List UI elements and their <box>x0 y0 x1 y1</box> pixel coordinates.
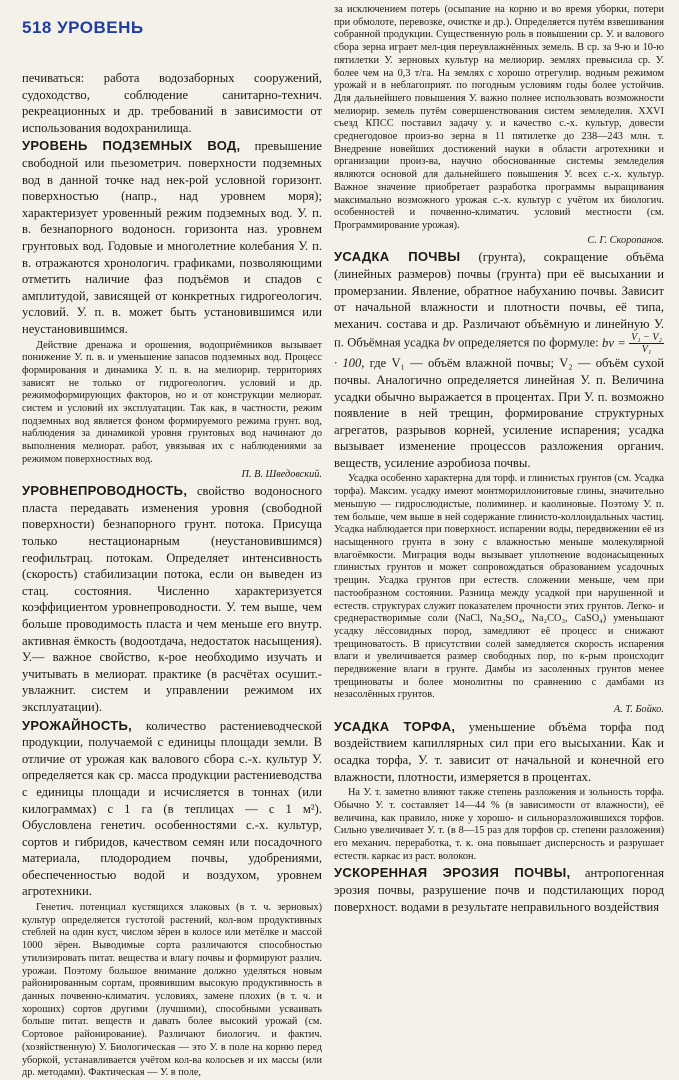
entry-text: превышение свободной или пьезометрич. поверхности подземных вод в данной точке над нек-рой условной горизонт. поверхностью (напр., над уровнем моря); характеризует уровенный режим подземных вод. У. п. в. безнапорного водоносн. горизонта наз. уровнем грунтовых вод. Годовые и многолетние колебания У. п. в. отражаются хронологич. графиками, позволяющими отметить наличие фаз подъёмов и спадов с амплитудой, зависящей от конкретных гидрогеологич. условий. У. п. в. может быть установившимся или неустановившимся. <box>22 139 323 336</box>
entry-note: Усадка особенно характерна для торф. и глинистых грунтов (см. Усадка торфа). Максим. усадку имеют монтмориллонитовые глины, значительно меньшую — гидрослюдистые, полиминер. и каолиновые. Поэтому У. п. тем больше, чем выше в ней содержание глинисто-коллоидальных частиц. Усадка наблюдается при поверхност. испарении воды, передвижении её из насыщенного грунта в зону с влажностью меньше молекулярной влагоёмкости. Миграция воды вызывает уплотнение водонасыщенных глинистых грунтов и может сопровождаться образованием усадочных трещин. Усадка грунтов при естеств. сложении меньше, чем при пастообразном состоянии. Разница между усадкой при нарушенной и естеств. структурах служит показателем прочности этих грунтов. Легко- и среднерастворимые соли (NaCl, Na₂SO₄, Na₂CO₃, CaSO₄) уменьшают усадку лёссовидных пород, замедляют её процесс и снижают трещиноватость. В присутствии солей замедляется скорость испарения влаги и увеличивается размер свободных пор, по к-рым происходит передвижение влаги в грунте. Дамбы из засоленных грунтов менее трещиноваты и более монолитны по сравнению с дамбами из незасолённых грунтов. <box>334 473 664 701</box>
page-header <box>22 18 144 38</box>
entry-accelerated-erosion <box>334 865 664 915</box>
formula-rhs: · 100, <box>334 356 365 371</box>
entry-text: определяется по формуле: <box>457 335 599 350</box>
entry-note: Генетич. потенциал кустящихся злаковых (в т. ч. зерновых) культур определяется густотой растений, кол-вом продуктивных стеблей на один куст, числом зёрен в колосе или метёлке и массой 1000 зёрен. Выводимые сорта различаются способностью утилизировать питат. вещества и влагу почвы и формируют различ. урожаи. Поэтому большое внимание должно уделяться новым районированным сортам, проявившим высокую продуктивность в данных почвенно-климатич. условиях, замене плохих (в т. ч. и хороших) сортов другими (лучшими), способными усваивать больше питат. веществ и давать более высокий урожай (см. Сортовое районирование). Различают биологич. и фактич. (хозяйственную) У. Биологическая — это У. в поле на корню перед уборкой, устанавливается учётом кол-ва колосьев и их массы (или др. методами). Фактическая — У. в поле, <box>22 902 322 1079</box>
author-signature: С. Г. Скоропанов. <box>587 234 664 246</box>
formula-fraction <box>629 332 664 355</box>
entry-text: V₁ — объём влажной почвы; V₂ — объём сухой почвы. Аналогично определяется линейная У. п. Величина усадки обычно выражается в процентах. При У. п. возможно появление в ней трещин, формирование структурных агрегатов, разрывов корней, усиление испарения; усадка вызывает изменение процессов разложения органич. веществ, усиление аэробиоза почвы. <box>334 356 664 470</box>
entry-term: УСКОРЕННАЯ ЭРОЗИЯ ПОЧВЫ, <box>334 865 571 881</box>
right-column <box>334 4 664 994</box>
entry-term: УРОЖАЙНОСТЬ, <box>22 717 133 733</box>
entry-yield <box>22 718 322 901</box>
entry-text: свойство водоносного пласта передавать изменения уровня (свободной поверхности) безнапорного грунт. потока. Присуща только нестационарным (неустановившимся) геофильтрац. потокам. Определяет интенсивность (скорость) стабилизации потока, если он выведен из стац. состояния. Численно характеризуется коэффициентом уровнепроводности. У. тем выше, чем больше проводимость пласта и чем меньше его внутр. активная ёмкость (водоотдача, недостаток насыщения). У.— важное свойство, к-рое необходимо изучать и учитывать в мелиорат. практике (в расчётах осушит.-увлажнит. систем и управлении режимом их эксплуатации). <box>22 484 322 714</box>
formula-lhs: bv = <box>602 335 626 350</box>
running-head: УРОВЕНЬ <box>57 18 144 37</box>
page-number: 518 <box>22 18 52 37</box>
entry-level-conductivity <box>22 483 322 715</box>
formula-numerator: V₁ − V₂ <box>631 332 662 344</box>
entry-groundwater-level <box>22 138 322 337</box>
entry-term: УРОВНЕПРОВОДНОСТЬ, <box>22 483 188 499</box>
left-column <box>22 70 323 1079</box>
entry-peat-shrinkage <box>334 719 664 785</box>
entry-text: антропогенная эрозия почвы, разрушение почв и подстилающих пород поверхност. водами в результате неправильного воздействия <box>334 866 664 914</box>
entry-note: Действие дренажа и орошения, водоприёмников вызывает понижение У. п. в. и уменьшение запасов подземных вод. Процесс формирования и динамика У. п. в. на мелиорир. территориях зависят не только от гидрогеологич. условий и др. режимоформирующих факторов, но и от конструкции мелиорат. систем и условий их эксплуатации. Так как, в частности, режим подземных вод является фоном формируемого режима грунт. вод, наблюдения за динамикой уровня грунтовых вод начинают до выполнения мелиорат. работ, увязывая их с наблюдениями за режимом поверхностных вод. <box>22 339 322 465</box>
entry-term: УСАДКА ПОЧВЫ <box>334 249 461 265</box>
formula-symbol: bv <box>442 335 455 350</box>
entry-text: уменьшение объёма торфа под воздействием капиллярных сил при его высыхании. Как и осадка торфа, У. т. зависит от начальной и конечной его влажности, плотности, измеряется в процентах. <box>334 719 664 784</box>
author-signature: А. Т. Бойко. <box>613 704 664 716</box>
entry-term: УСАДКА ТОРФА, <box>334 718 456 734</box>
entry-note: На У. т. заметно влияют также степень разложения и зольность торфа. Обычно У. т. составляет 14—44 % (в зависимости от влажности), её величина, как правило, ниже у хорошо- и сильноразложившихся торфов. Сильно увеличивает У. т. (в 8—15 раз для торфов ср. степени разложения) его механич. переработка, т. к. она повышает дисперсность и разрушает естеств. каркас из раст. волокон. <box>334 787 664 862</box>
continuation-paragraph: печиваться: работа водозаборных сооружений, судоходство, соблюдение санитарно-технич. рекреационных и др. требований в зависимости от использования водохранилища. <box>22 71 322 135</box>
formula-denominator: V₁ <box>641 344 652 356</box>
continuation-note: за исключением потерь (осыпание на корню и во время уборки, потери при обмолоте, перевозке, очистке и др.). Определяется путём взвешивания собранной продукции. Существенную роль в повышении ср. У. и валового сбора зерна играет мел-ция переувлажнённых земель. В ср. за 9-ю и 10-ю пятилетки У. зерновых культур на мелиорир. землях превысила ср. У. более чем на 0,3 т/га. На землях с хорошо отрегулир. водным режимом урожай и в неблагоприят. по погодным условиям годы более устойчив. Для дальнейшего повышения У. важно полнее использовать возможности мелиорир. земель путём совершенствования систем земледелия. XXVI съезд КПСС поставил задачу у. и качество с.-х. культур, довести среднегодовое произ-во зерна в 11 пятилетке до 238—243 млн. т. Внедрение новейших достижений науки в области агротехники и организации произ-ва, научно обоснованные системы земледелия являются основой для дальнейшего повышения У. всех с.-х. культур. Важное значение приобретает разработка программы выращивания максимально возможного урожая с.-х. культур с учётом их биологич. особенностей и почвенно-климатич. условий местности (см. Программирование урожая). <box>334 4 664 231</box>
entry-text: (грунта), сокращение объёма (линейных размеров) почвы (грунта) при её высыхании и промерзании. Явление, обратное набуханию почвы. Зависит от начальной влажности и плотности почвы, её типа, механич. состава и др. Различают объёмную и линейную У. п. Объёмная усадка <box>334 250 664 350</box>
entry-term: УРОВЕНЬ ПОДЗЕМНЫХ ВОД, <box>22 138 241 154</box>
entry-text: количество растениеводческой продукции, получаемой с единицы площади земли. В отличие от урожая как валового сбора с.-х. культур У. определяется как ср. масса продукции растениеводства с единицы площади и исчисляется в тоннах (или килограммах) с 1 га (в теплицах — с 1 м²). Обусловлена генетич. особенностями с.-х. культур, сортов и гибридов, качеством семян или посадочного материала, плодородием почвы, удобрениями, обеспеченностью водой и воздухом, уровнем агротехники. <box>22 718 322 899</box>
entry-soil-shrinkage <box>334 249 664 471</box>
entry-text: где <box>369 356 387 371</box>
author-signature: П. В. Шведовский. <box>241 468 322 480</box>
